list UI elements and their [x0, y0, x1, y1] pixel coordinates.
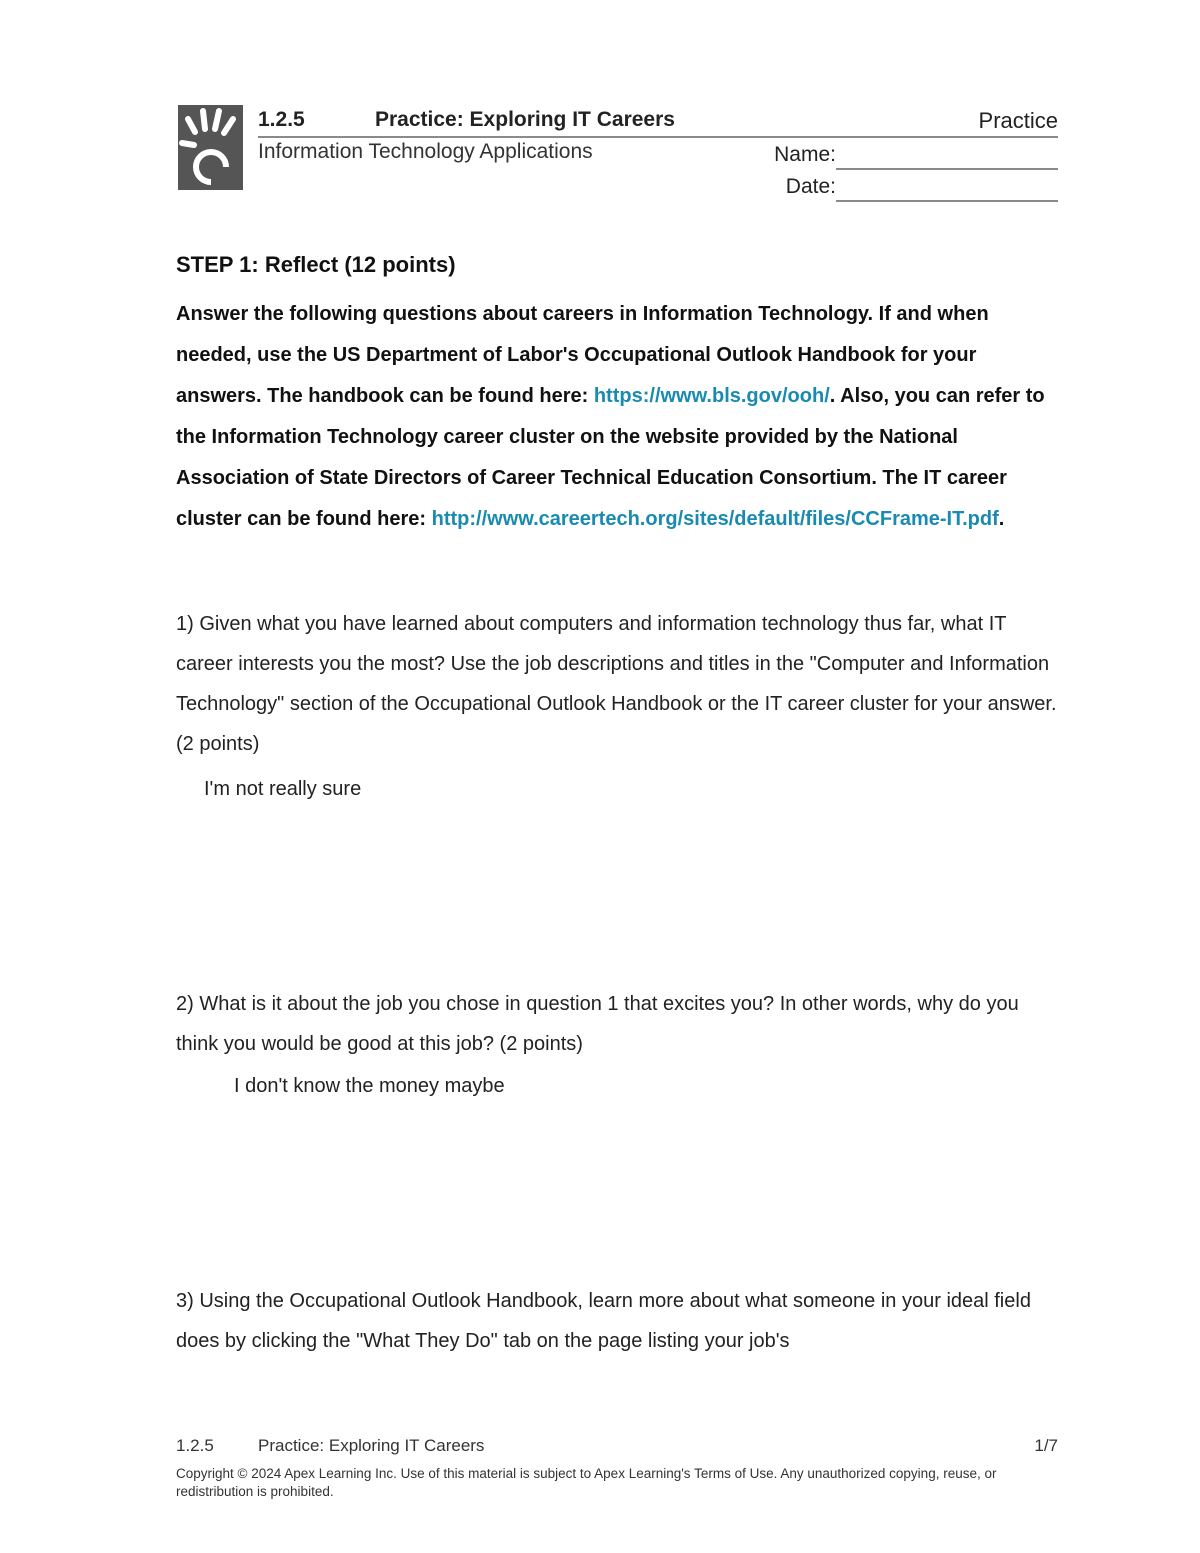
name-label: Name:	[774, 143, 836, 166]
date-field[interactable]	[836, 200, 1058, 202]
instructions-text: . Also, you can refer to the Information Technology career cluster on the website provided by the National Association of State Directors of Career Technical Education Consortium. The IT career cluster can be found here:	[176, 385, 1045, 530]
lesson-title: Practice: Exploring IT Careers	[375, 108, 675, 131]
page-number: 1/7	[1034, 1436, 1058, 1455]
copyright-notice: Copyright © 2024 Apex Learning Inc. Use of this material is subject to Apex Learning's Terms of Use. Any unauthorized copying, reuse, or redistribution is prohibited.	[176, 1466, 997, 1499]
career-cluster-link[interactable]: http://www.careertech.org/sites/default/files/CCFrame-IT.pdf	[431, 508, 999, 530]
date-label: Date:	[785, 175, 836, 198]
step-instructions	[176, 294, 1066, 540]
answer-1[interactable]: I'm not really sure	[204, 778, 362, 800]
instructions-text: .	[998, 508, 1005, 530]
footer-lesson-title: Practice: Exploring IT Careers	[258, 1436, 485, 1455]
ooh-link[interactable]: https://www.bls.gov/ooh/	[593, 385, 830, 407]
step-heading: STEP 1: Reflect (12 points)	[176, 252, 456, 277]
activity-type: Practice	[978, 108, 1058, 133]
instructions-text: Answer the following questions about careers in Information Technology. If and when needed, use the US Department of Labor's Occupational Outlook Handbook for your answers. The handbook can be found here:	[176, 303, 989, 407]
header-divider	[258, 136, 1058, 138]
footer-lesson-number: 1.2.5	[176, 1436, 214, 1455]
course-name: Information Technology Applications	[258, 140, 593, 163]
apex-learning-logo-icon	[178, 105, 243, 190]
name-field[interactable]	[836, 168, 1058, 170]
question-1: 1) Given what you have learned about computers and information technology thus far, what IT career interests you the most? Use the job descriptions and titles in the "Computer and Information Technology" section of the Occupational Outlook Handbook or the IT career cluster for your answer. (2 points)	[176, 613, 1057, 755]
question-3: 3) Using the Occupational Outlook Handbook, learn more about what someone in your ideal field does by clicking the "What They Do" tab on the page listing your job's	[176, 1290, 1031, 1352]
answer-2[interactable]: I don't know the money maybe	[234, 1075, 505, 1097]
lesson-number: 1.2.5	[258, 108, 305, 131]
question-2: 2) What is it about the job you chose in question 1 that excites you? In other words, why do you think you would be good at this job? (2 points)	[176, 993, 1019, 1055]
